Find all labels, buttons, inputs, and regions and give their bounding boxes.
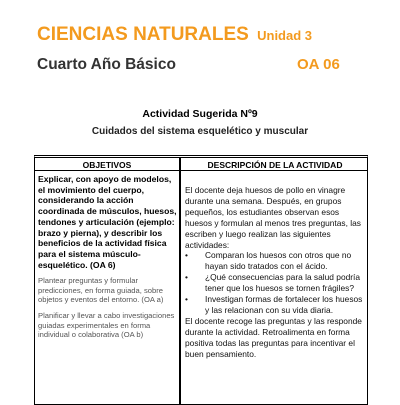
objective-b: Planificar y llevar a cabo investigaciones guiadas experimentales en forma individual o colaborativa (OA b): [38, 311, 175, 339]
bullet-text: Comparan los huesos con otros que no hayan sido tratados con el ácido.: [205, 250, 352, 272]
header-divider: [35, 170, 367, 171]
bullet-text: Investigan formas de fortalecer los huesos y las relacionan con su vida diaria.: [205, 294, 363, 315]
activity-subtitle: Cuidados del sistema esquelético y muscular: [91, 126, 309, 137]
bullet-item: [185, 272, 367, 294]
description-outro: El docente recoge las preguntas y las responde durante la actividad. Retroalimenta en forma positiva todas las preguntas para incentivar el buen pensamiento.: [185, 315, 362, 359]
objectives-header: OBJETIVOS: [82, 160, 132, 170]
objectives-cell: [38, 174, 178, 346]
bullet-item: [185, 294, 367, 316]
objective-main: Explicar, con apoyo de modelos, el movimiento del cuerpo, considerando la acción coordinada de músculos, huesos, tendones y articulación (ejemplo: brazo y pierna), y describir los beneficios de la actividad física para el sistema músculo-esquelético. (OA 6): [38, 174, 177, 270]
activity-table: [34, 155, 368, 405]
unit-label: Unidad 3: [257, 28, 313, 43]
description-header: DESCRIPCIÓN DE LA ACTIVIDAD: [207, 160, 343, 170]
bullet-text: ¿Qué consecuencias para la salud podría tener que los huesos se tornen frágiles?: [205, 272, 361, 294]
description-cell: [185, 185, 367, 360]
subject-name: CIENCIAS NATURALES: [37, 24, 249, 45]
grade-label: Cuarto Año Básico: [37, 56, 176, 73]
activity-title: Actividad Sugerida Nº9: [142, 108, 258, 120]
column-divider: [179, 158, 181, 404]
subject-title: [37, 24, 312, 46]
description-intro: El docente deja huesos de pollo en vinagre durante una semana. Después, en grupos pequeños, los estudiantes observan esos huesos y formulan al menos tres preguntas, las escriben y luego realizan las siguientes actividades:: [185, 185, 361, 250]
bullet-marker: •: [185, 250, 188, 261]
bullet-marker: •: [185, 294, 188, 305]
bullet-marker: •: [185, 272, 188, 283]
bullet-item: [185, 250, 367, 272]
objective-a: Plantear preguntas y formular predicciones, en forma guiada, sobre objetos y eventos del entorno. (OA a): [38, 276, 164, 304]
oa-label: OA 06: [297, 56, 340, 73]
